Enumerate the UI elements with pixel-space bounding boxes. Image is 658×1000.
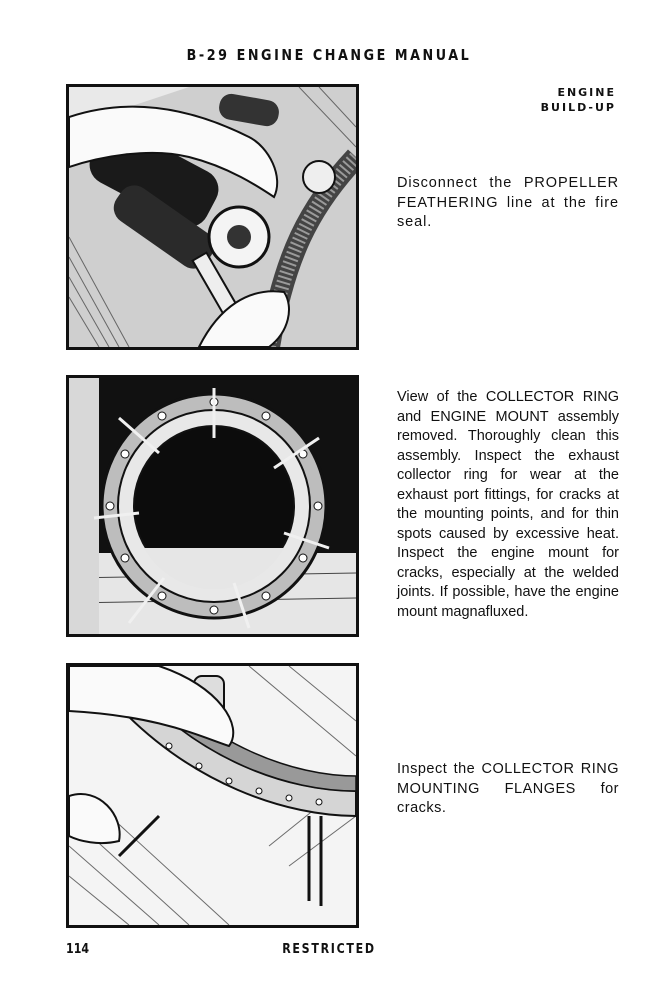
- section-tag-line-2: BUILD-UP: [540, 101, 616, 114]
- step-3-caption: Inspect the COLLECTOR RING MOUNTING FLANGES for cracks.: [397, 761, 619, 816]
- page-header: B-29 ENGINE CHANGE MANUAL: [186, 46, 472, 64]
- mounting-flanges-drawing: [69, 666, 356, 925]
- illustration-feathering-line: [66, 84, 359, 350]
- step-1-caption: Disconnect the PROPELLER FEATHERING line at the fire seal.: [397, 175, 619, 230]
- feathering-line-drawing: [69, 87, 356, 347]
- step-2-caption: View of the COLLECTOR RING and ENGINE MOUNT assembly removed. Thoroughly clean this assembly. Inspect the exhaust collector ring for wear at the exhaust port fittings, for cracks at the mounting points, and for thin spots caused by excessive heat. Inspect the engine mount for cracks, especially at the welded joints. If possible, have the engine mount magnafluxed.: [397, 389, 619, 620]
- illustration-mounting-flanges: [66, 663, 359, 928]
- collector-ring-assembly-drawing: [69, 378, 356, 634]
- section-tag-line-1: ENGINE: [557, 86, 616, 99]
- page-number: 114: [66, 942, 90, 957]
- section-tag: [541, 85, 616, 115]
- illustration-collector-ring-assembly: [66, 375, 359, 637]
- classification-marking: RESTRICTED: [282, 942, 376, 957]
